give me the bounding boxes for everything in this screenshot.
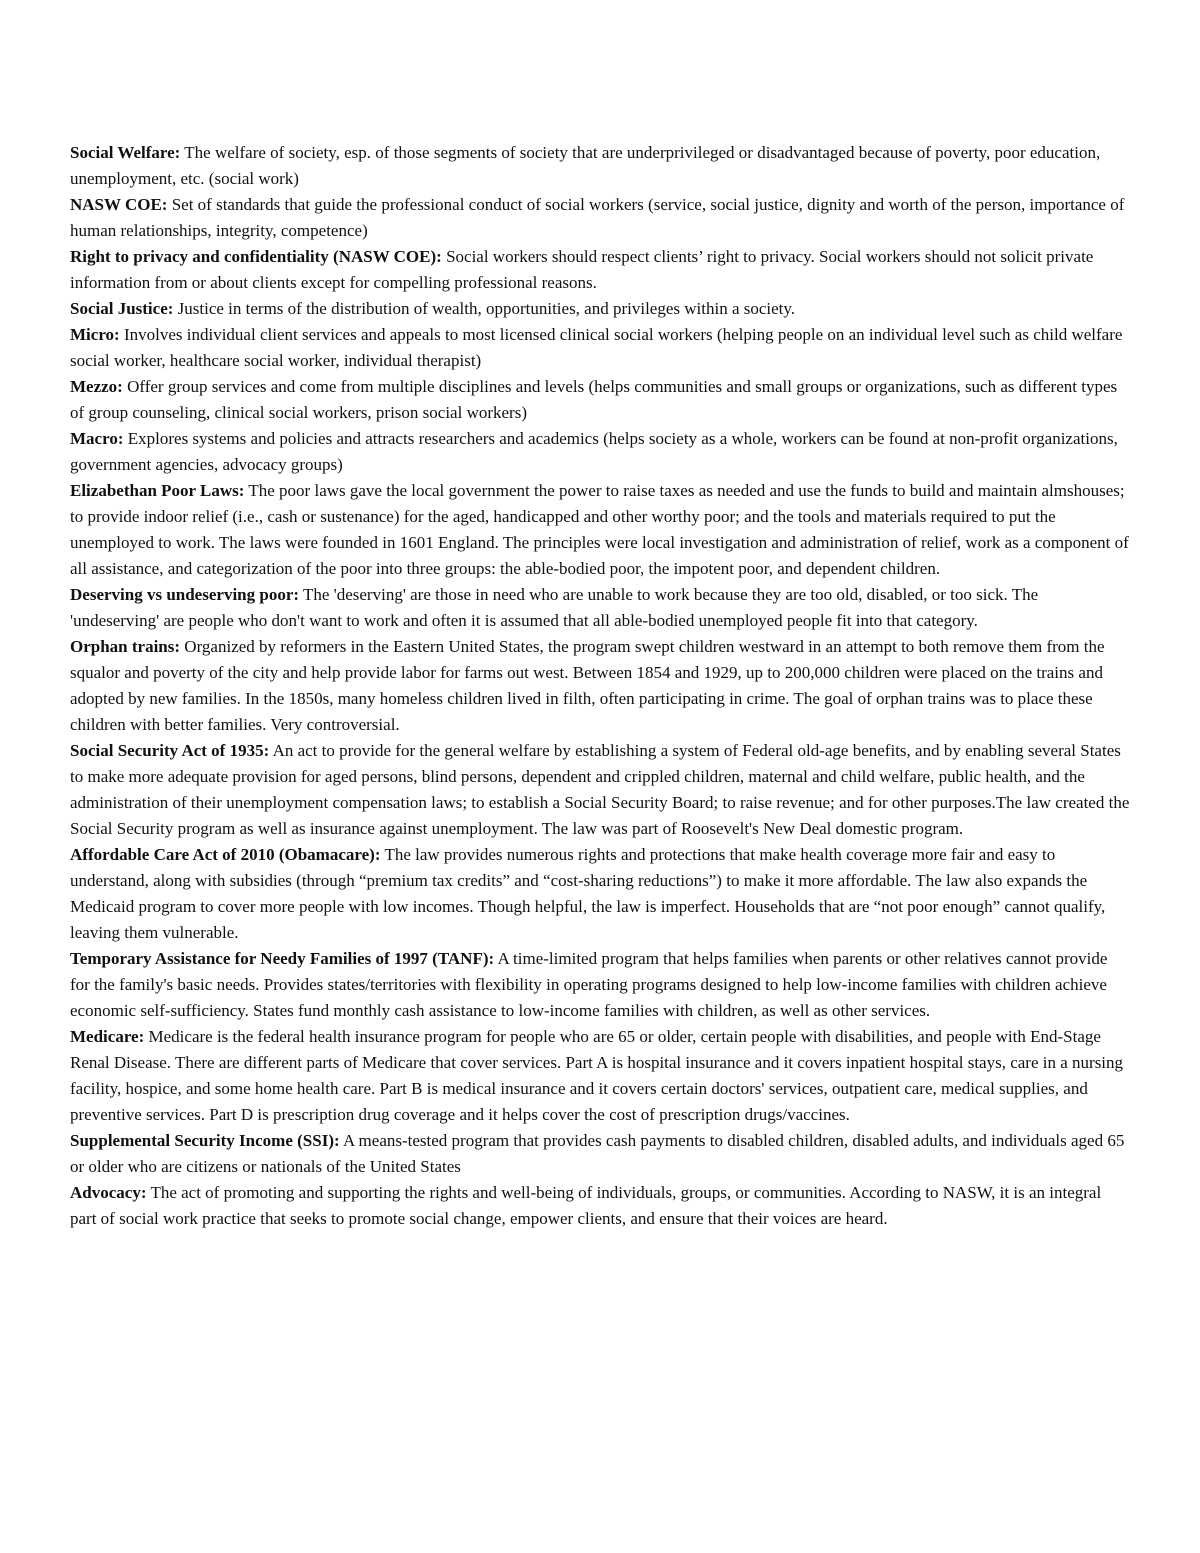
entry-social-welfare xyxy=(70,140,1130,192)
term: Advocacy: xyxy=(70,1183,147,1202)
entry-nasw-coe xyxy=(70,192,1130,244)
definition: Medicare is the federal health insurance program for people who are 65 or older, certain people with disabilities, and people with End-Stage Renal Disease. There are different parts of Medicare that cover services. Part A is hospital insurance and it covers inpatient hospital stays, care in a nursing facility, hospice, and some home health care. Part B is medical insurance and it covers certain doctors' services, outpatient care, medical supplies, and preventive services. Part D is prescription drug coverage and it helps cover the cost of prescription drugs/vaccines. xyxy=(70,1027,1124,1124)
entry-right-to-privacy xyxy=(70,244,1130,296)
definition: A means-tested program that provides cash payments to disabled children, disabled adults, and individuals aged 65 or older who are citizens or nationals of the United States xyxy=(70,1131,1125,1176)
term: NASW COE: xyxy=(70,195,168,214)
term: Medicare: xyxy=(70,1027,145,1046)
definition: The act of promoting and supporting the rights and well-being of individuals, groups, or communities. According to NASW, it is an integral part of social work practice that seeks to promote social change, empower clients, and ensure that their voices are heard. xyxy=(70,1183,1102,1228)
entry-social-justice xyxy=(70,296,1130,322)
term: Orphan trains: xyxy=(70,637,181,656)
definition: Organized by reformers in the Eastern United States, the program swept children westward in an attempt to both remove them from the squalor and poverty of the city and help provide labor for farms out west. Between 1854 and 1929, up to 200,000 children were placed on the trains and adopted by new families. In the 1850s, many homeless children lived in filth, often participating in crime. The goal of orphan trains was to place these children with better families. Very controversial. xyxy=(70,637,1105,734)
term: Social Security Act of 1935: xyxy=(70,741,270,760)
definition: The law provides numerous rights and protections that make health coverage more fair and easy to understand, along with subsidies (through “premium tax credits” and “cost-sharing reductions”) to make it more affordable. The law also expands the Medicaid program to cover more people with low incomes. Though helpful, the law is imperfect. Households that are “not poor enough” cannot qualify, leaving them vulnerable. xyxy=(70,845,1106,942)
entry-affordable-care-act xyxy=(70,842,1130,946)
term: Deserving vs undeserving poor: xyxy=(70,585,300,604)
entry-tanf xyxy=(70,946,1130,1024)
definition: Involves individual client services and appeals to most licensed clinical social workers (helping people on an individual level such as child welfare social worker, healthcare social worker, individual therapist) xyxy=(70,325,1123,370)
definition: An act to provide for the general welfare by establishing a system of Federal old-age benefits, and by enabling several States to make more adequate provision for aged persons, blind persons, dependent and crippled children, maternal and child welfare, public health, and the administration of their unemployment compensation laws; to establish a Social Security Board; to raise revenue; and for other purposes.The law created the Social Security program as well as insurance against unemployment. The law was part of Roosevelt's New Deal domestic program. xyxy=(70,741,1130,838)
term: Social Welfare: xyxy=(70,143,181,162)
definition: Justice in terms of the distribution of wealth, opportunities, and privileges within a society. xyxy=(177,299,796,318)
term: Temporary Assistance for Needy Families of 1997 (TANF): xyxy=(70,949,495,968)
term: Social Justice: xyxy=(70,299,174,318)
definition: The poor laws gave the local government the power to raise taxes as needed and use the funds to build and maintain almshouses; to provide indoor relief (i.e., cash or sustenance) for the aged, handicapped and other worthy poor; and the tools and materials required to put the unemployed to work. The laws were founded in 1601 England. The principles were local investigation and administration of relief, work as a component of all assistance, and categorization of the poor into three groups: the able-bodied poor, the impotent poor, and dependent children. xyxy=(70,481,1129,578)
term: Right to privacy and confidentiality (NASW COE): xyxy=(70,247,442,266)
entry-social-security-act xyxy=(70,738,1130,842)
definition: The welfare of society, esp. of those segments of society that are underprivileged or disadvantaged because of poverty, poor education, unemployment, etc. (social work) xyxy=(70,143,1101,188)
entry-medicare xyxy=(70,1024,1130,1128)
term: Supplemental Security Income (SSI): xyxy=(70,1131,340,1150)
definition: Set of standards that guide the professional conduct of social workers (service, social justice, dignity and worth of the person, importance of human relationships, integrity, competence) xyxy=(70,195,1125,240)
entry-ssi xyxy=(70,1128,1130,1180)
entry-advocacy xyxy=(70,1180,1130,1232)
definition: Explores systems and policies and attracts researchers and academics (helps society as a whole, workers can be found at non-profit organizations, government agencies, advocacy groups) xyxy=(70,429,1118,474)
entry-orphan-trains xyxy=(70,634,1130,738)
term: Macro: xyxy=(70,429,124,448)
term: Elizabethan Poor Laws: xyxy=(70,481,245,500)
term: Affordable Care Act of 2010 (Obamacare): xyxy=(70,845,381,864)
term: Micro: xyxy=(70,325,120,344)
definition: Offer group services and come from multiple disciplines and levels (helps communities and small groups or organizations, such as different types of group counseling, clinical social workers, prison social workers) xyxy=(70,377,1118,422)
document-page xyxy=(70,140,1130,1232)
definition: Social workers should respect clients’ right to privacy. Social workers should not solicit private information from or about clients except for compelling professional reasons. xyxy=(70,247,1094,292)
entry-micro xyxy=(70,322,1130,374)
definition: A time-limited program that helps families when parents or other relatives cannot provide for the family's basic needs. Provides states/territories with flexibility in operating programs designed to help low-income families with children achieve economic self-sufficiency. States fund monthly cash assistance to low-income families with children, as well as other services. xyxy=(70,949,1108,1020)
definition: The 'deserving' are those in need who are unable to work because they are too old, disabled, or too sick. The 'undeserving' are people who don't want to work and often it is assumed that all able-bodied unemployed people fit into that category. xyxy=(70,585,1039,630)
entry-elizabethan-poor-laws xyxy=(70,478,1130,582)
entry-deserving-poor xyxy=(70,582,1130,634)
term: Mezzo: xyxy=(70,377,123,396)
entry-mezzo xyxy=(70,374,1130,426)
entry-macro xyxy=(70,426,1130,478)
